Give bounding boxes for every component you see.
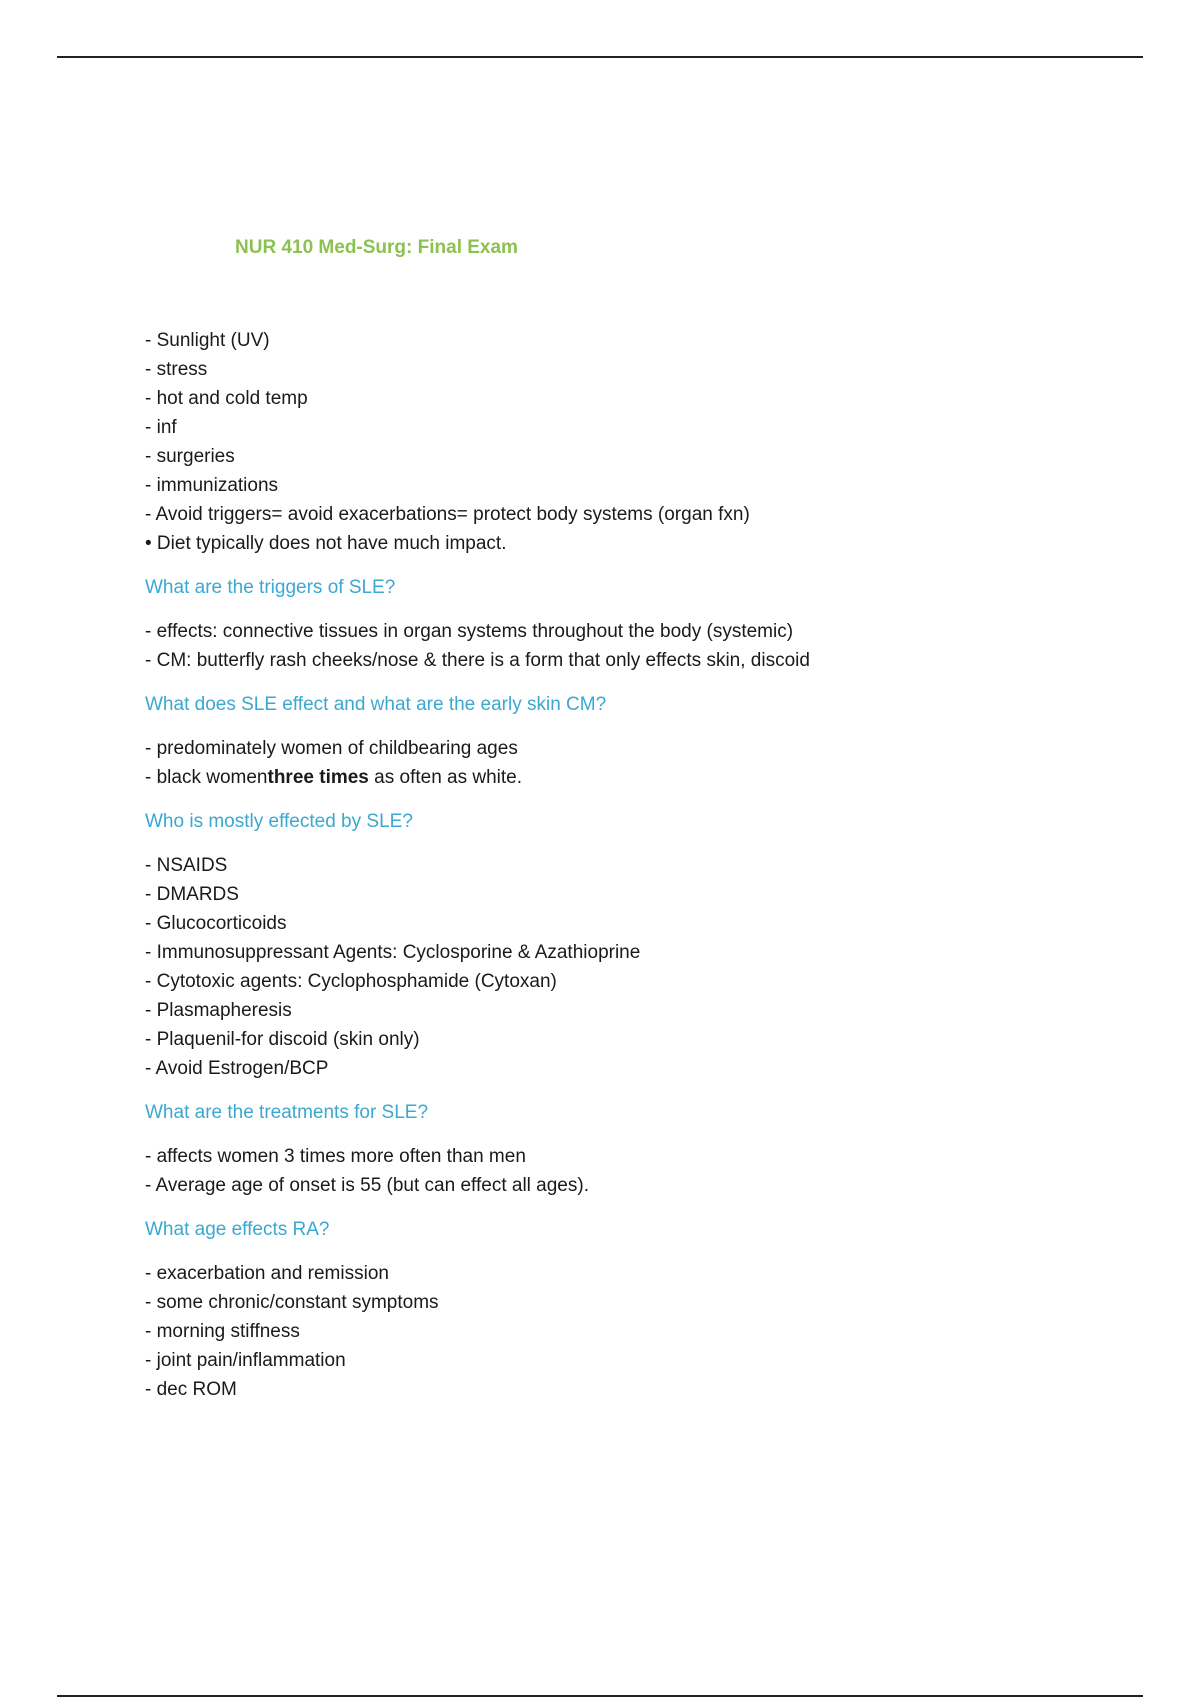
list-item: - Sunlight (UV)	[145, 330, 270, 351]
list-item: - stress	[145, 359, 208, 380]
list-item: - inf	[145, 417, 177, 438]
list-item: - predominately women of childbearing ages	[145, 738, 518, 759]
list-item: - affects women 3 times more often than men	[145, 1146, 526, 1167]
list-item: - DMARDS	[145, 884, 239, 905]
list-item: - dec ROM	[145, 1379, 237, 1400]
top-rule	[57, 56, 1143, 58]
list-item: - effects: connective tissues in organ systems throughout the body (systemic)	[145, 621, 794, 642]
list-item: - Avoid Estrogen/BCP	[145, 1058, 329, 1079]
answer-list	[145, 1259, 1045, 1404]
list-item: - NSAIDS	[145, 855, 228, 876]
bold-text: three times	[267, 767, 369, 788]
list-item: - morning stiffness	[145, 1321, 300, 1342]
question-sle-who: Who is mostly effected by SLE?	[145, 811, 413, 832]
list-item: - exacerbation and remission	[145, 1263, 389, 1284]
answer-list	[145, 1142, 1045, 1200]
list-item: - Average age of onset is 55 (but can effect all ages).	[145, 1175, 589, 1196]
document-body	[145, 326, 1045, 1404]
list-item: - Plaquenil-for discoid (skin only)	[145, 1029, 420, 1050]
list-item: - hot and cold temp	[145, 388, 308, 409]
list-item: - Cytotoxic agents: Cyclophosphamide (Cytoxan)	[145, 971, 557, 992]
list-item: - CM: butterfly rash cheeks/nose & there is a form that only effects skin, discoid	[145, 650, 810, 671]
list-item: - immunizations	[145, 475, 279, 496]
list-item: - Avoid triggers= avoid exacerbations= protect body systems (organ fxn)	[145, 504, 750, 525]
bottom-rule	[57, 1695, 1143, 1697]
text-segment: as often as white.	[368, 767, 523, 788]
text-segment: - black women	[145, 767, 268, 788]
question-ra-age: What age effects RA?	[145, 1219, 330, 1240]
document-title: NUR 410 Med-Surg: Final Exam	[235, 237, 518, 258]
list-item	[145, 763, 1045, 792]
list-item: - Glucocorticoids	[145, 913, 287, 934]
answer-list	[145, 734, 1045, 792]
question-sle-triggers: What are the triggers of SLE?	[145, 577, 396, 598]
list-item: - some chronic/constant symptoms	[145, 1292, 439, 1313]
list-item: - surgeries	[145, 446, 235, 467]
question-sle-effects: What does SLE effect and what are the early skin CM?	[145, 694, 607, 715]
intro-list	[145, 326, 1045, 558]
answer-list	[145, 851, 1045, 1083]
list-item: - joint pain/inflammation	[145, 1350, 346, 1371]
answer-list	[145, 617, 1045, 675]
list-item: • Diet typically does not have much impact.	[145, 533, 507, 554]
question-sle-treatments: What are the treatments for SLE?	[145, 1102, 429, 1123]
list-item: - Immunosuppressant Agents: Cyclosporine & Azathioprine	[145, 942, 641, 963]
list-item: - Plasmapheresis	[145, 1000, 292, 1021]
